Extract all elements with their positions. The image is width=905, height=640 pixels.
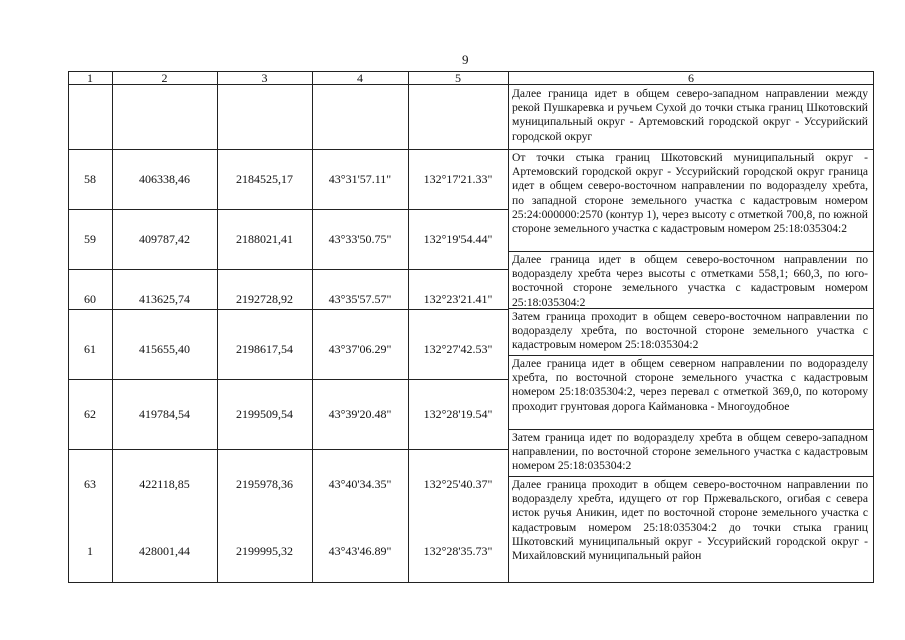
header-col-1: 1: [87, 70, 93, 85]
longitude: 132°28'19.54": [423, 406, 493, 421]
y-coordinate: 2199995,32: [236, 543, 293, 558]
point-number: 63: [84, 476, 96, 491]
y-coordinate: 2198617,54: [236, 341, 293, 356]
longitude: 132°23'21.41": [423, 291, 493, 306]
x-coordinate: 419784,54: [139, 406, 190, 421]
latitude: 43°39'20.48": [328, 406, 392, 421]
page-number: 9: [462, 52, 469, 67]
point-number: 1: [87, 543, 93, 558]
longitude: 132°19'54.44": [423, 231, 493, 246]
boundary-description: Далее граница идет в общем северо-западном направлении между рекой Пушкаревка и ручьем Сухой до точки стыка границ Шкотовский муниципальный округ - Артемовский городской округ - Уссурийский городской округ: [512, 87, 868, 143]
boundary-description: Далее граница идет в общем северо-восточном направлении по водоразделу хребта через высоты с отметками 558,1; 660,3, по юго-восточной стороне земельного участка с кадастровым номером 25:18:035304:2: [512, 253, 868, 309]
point-number: 60: [84, 291, 96, 306]
x-coordinate: 428001,44: [139, 543, 190, 558]
latitude: 43°35'57.57": [328, 291, 392, 306]
boundary-description: Затем граница идет по водоразделу хребта в общем северо-западном направлении, по восточной стороне земельного участка с кадастровым номером 25:18:035304:2: [512, 431, 868, 473]
latitude: 43°31'57.11": [328, 171, 392, 186]
point-number: 62: [84, 406, 96, 421]
x-coordinate: 406338,46: [139, 171, 190, 186]
point-number: 59: [84, 231, 96, 246]
header-col-5: 5: [455, 70, 461, 85]
y-coordinate: 2184525,17: [236, 171, 293, 186]
y-coordinate: 2192728,92: [236, 291, 293, 306]
y-coordinate: 2188021,41: [236, 231, 293, 246]
boundary-description: Затем граница проходит в общем северо-восточном направлении по водоразделу хребта, по восточной стороне земельного участка с кадастровым номером 25:18:035304:2: [512, 310, 868, 352]
boundary-table: [68, 71, 874, 583]
header-col-6: 6: [688, 70, 694, 85]
point-number: 61: [84, 341, 96, 356]
latitude: 43°43'46.89": [328, 543, 392, 558]
header-col-3: 3: [261, 70, 268, 85]
header-col-2: 2: [161, 70, 168, 85]
x-coordinate: 415655,40: [139, 341, 190, 356]
x-coordinate: 409787,42: [139, 231, 190, 246]
header-col-4: 4: [357, 70, 363, 85]
boundary-description: Далее граница идет в общем северном направлении по водоразделу хребта, по восточной стороне земельного участка с кадастровым номером 25:18:035304:2, через перевал с отметкой 369,0, по которому проходит грунтовая дорога Каймановка - Многоудобное: [512, 357, 868, 413]
longitude: 132°27'42.53": [423, 341, 493, 356]
latitude: 43°37'06.29": [328, 341, 392, 356]
longitude: 132°17'21.33": [423, 171, 493, 186]
x-coordinate: 413625,74: [139, 291, 190, 306]
boundary-description: Далее граница проходит в общем северо-восточном направлении по водоразделу хребта, идущего от гор Пржевальского, огибая с севера исток ручья Аникин, идет по восточной стороне земельного участка с кадастровым номером 25:18:035304:2 до точки стыка границ Шкотовский муниципальный округ - Уссурийский городской округ - Михайловский муниципальный район: [512, 478, 868, 563]
x-coordinate: 422118,85: [139, 476, 190, 491]
y-coordinate: 2195978,36: [236, 476, 293, 491]
latitude: 43°40'34.35": [328, 476, 392, 491]
boundary-description: От точки стыка границ Шкотовский муниципальный округ - Артемовский городской округ - Уссурийский городской округ граница идет в общем северо-восточном направлении по водоразделу хребта, по западной стороне земельного участка с кадастровым номером 25:24:000000:2570 (контур 1), через высоту с отметкой 700,8, по южной стороне земельного участка с кадастровым номером 25:18:035304:2: [512, 151, 868, 236]
y-coordinate: 2199509,54: [236, 406, 293, 421]
longitude: 132°25'40.37": [423, 476, 493, 491]
point-number: 58: [84, 171, 96, 186]
longitude: 132°28'35.73": [423, 543, 493, 558]
latitude: 43°33'50.75": [328, 231, 392, 246]
